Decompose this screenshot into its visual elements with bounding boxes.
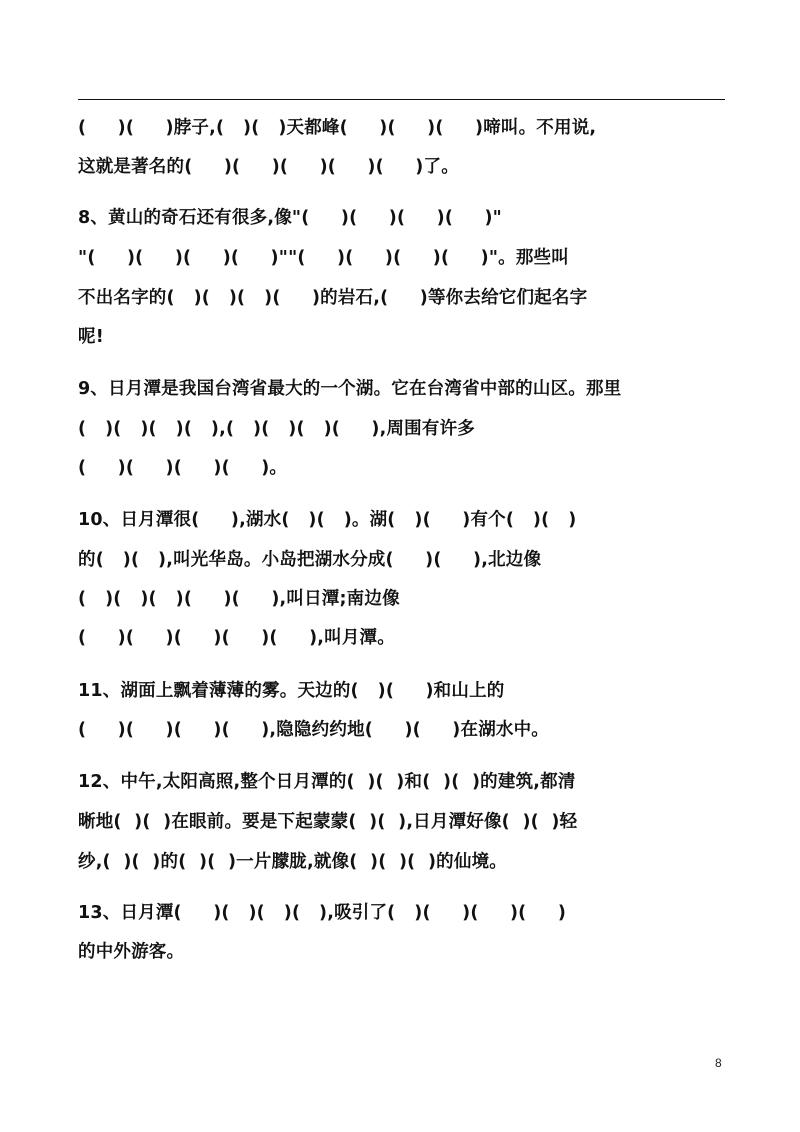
q9-line-1: 9、日月潭是我国台湾省最大的一个湖。它在台湾省中部的山区。那里 — [78, 379, 622, 399]
q10-line-2: 的( )( ),叫光华岛。小岛把湖水分成( )( ),北边像 — [78, 550, 542, 570]
q12-line-2: 晰地( )( )在眼前。要是下起蒙蒙( )( ),日月潭好像( )( )轻 — [78, 812, 578, 832]
page-number: 8 — [715, 1056, 722, 1070]
q10-line-3: ( )( )( )( )( ),叫日潭;南边像 — [78, 589, 400, 609]
q7-line-2: 这就是著名的( )( )( )( )( )了。 — [78, 157, 459, 177]
q12-line-1: 12、中午,太阳高照,整个日月潭的( )( )和( )( )的建筑,都清 — [78, 772, 576, 792]
q8-line-1: 8、黄山的奇石还有很多,像"( )( )( )( )" — [78, 208, 502, 228]
header-rule — [78, 99, 725, 100]
q11-line-2: ( )( )( )( ),隐隐约约地( )( )在湖水中。 — [78, 720, 549, 740]
q11-line-1: 11、湖面上飘着薄薄的雾。天边的( )( )和山上的 — [78, 681, 505, 701]
q9-line-3: ( )( )( )( )。 — [78, 458, 288, 478]
q8-line-2: "( )( )( )( )""( )( )( )( )"。那些叫 — [78, 248, 569, 268]
q13-line-2: 的中外游客。 — [78, 942, 185, 962]
q10-line-4: ( )( )( )( )( ),叫月潭。 — [78, 628, 395, 648]
q12-line-3: 纱,( )( )的( )( )一片朦胧,就像( )( )( )的仙境。 — [78, 852, 507, 872]
q10-line-1: 10、日月潭很( ),湖水( )( )。湖( )( )有个( )( ) — [78, 510, 577, 530]
q9-line-2: ( )( )( )( ),( )( )( )( ),周围有许多 — [78, 419, 475, 439]
q8-line-3: 不出名字的( )( )( )( )的岩石,( )等你去给它们起名字 — [78, 288, 588, 308]
q13-line-1: 13、日月潭( )( )( )( ),吸引了( )( )( )( ) — [78, 903, 567, 923]
q7-line-1: ( )( )脖子,( )( )天都峰( )( )( )啼叫。不用说, — [78, 118, 597, 138]
q8-line-4: 呢! — [78, 327, 104, 347]
